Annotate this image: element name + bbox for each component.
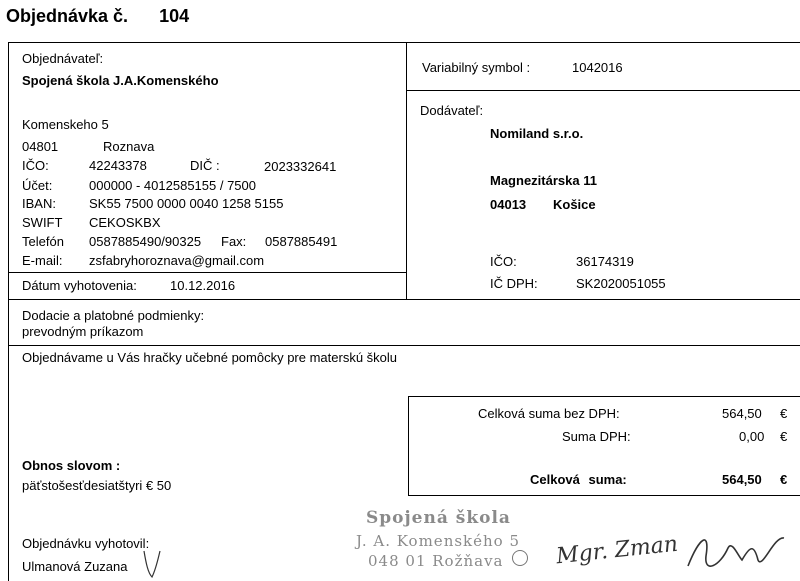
- stamp-circle-mark: [512, 550, 528, 566]
- supplier-ico: 36174319: [576, 254, 634, 269]
- totals-box-top: [408, 396, 800, 397]
- terms-bottom: [8, 345, 800, 346]
- stamp-line-1: Spojená škola: [366, 508, 511, 528]
- grand-total-label: Celková suma:: [530, 472, 627, 487]
- date-box-bottom: [8, 299, 406, 300]
- buyer-account: 000000 - 4012585155 / 7500: [89, 178, 256, 193]
- buyer-email: zsfabryhoroznava@gmail.com: [89, 253, 265, 268]
- order-text: Objednávame u Vás hračky učebné pomôcky pre materskú školu: [22, 350, 398, 365]
- date-box-top: [8, 272, 406, 273]
- buyer-dic-label: DIČ :: [190, 158, 220, 173]
- buyer-swift-label: SWIFT: [22, 215, 63, 230]
- buyer-city: Roznava: [103, 139, 155, 154]
- issue-date-label: Dátum vyhotovenia:: [22, 278, 137, 293]
- issue-date-value: 10.12.2016: [170, 278, 236, 293]
- supplier-zip: 04013: [490, 197, 527, 212]
- variable-symbol-value: 1042016: [572, 60, 623, 75]
- supplier-heading: Dodávateľ:: [420, 103, 484, 118]
- supplier-box-bottom: [406, 299, 800, 300]
- supplier-name: Nomiland s.r.o.: [490, 126, 584, 141]
- title-label: Objednávka č.: [6, 6, 129, 26]
- vat-value: 0,00: [739, 429, 765, 444]
- buyer-swift: CEKOSKBX: [89, 215, 161, 230]
- buyer-street: Komenskeho 5: [22, 117, 109, 132]
- stamp-line-3: 048 01 Rožňava: [368, 552, 504, 570]
- amount-words-label: Obnos slovom :: [22, 458, 121, 473]
- buyer-phone-label: Telefón: [22, 234, 64, 249]
- vs-box-left: [406, 42, 407, 300]
- buyer-dic: 2023332641: [264, 159, 337, 174]
- supplier-icdph-label: IČ DPH:: [490, 276, 538, 291]
- buyer-phone: 0587885490/90325: [89, 234, 202, 249]
- order-number: 104: [159, 6, 190, 26]
- terms-label: Dodacie a platobné podmienky:: [22, 308, 205, 323]
- net-total-label: Celková suma bez DPH:: [478, 406, 620, 421]
- document-title: [6, 6, 189, 27]
- terms-value: prevodným príkazom: [22, 324, 144, 339]
- buyer-heading: Objednávateľ:: [22, 51, 104, 66]
- supplier-street: Magnezitárska 11: [490, 173, 597, 188]
- buyer-iban: SK55 7500 0000 0040 1258 5155: [89, 196, 284, 211]
- prepared-by-label: Objednávku vyhotovil:: [22, 536, 150, 551]
- signature-text: Mgr. Zman: [555, 531, 680, 570]
- net-total-value: 564,50: [722, 406, 762, 421]
- vat-currency: €: [780, 429, 788, 444]
- buyer-account-label: Účet:: [22, 178, 53, 193]
- net-total-currency: €: [780, 406, 788, 421]
- vs-box-bottom: [406, 90, 800, 91]
- totals-box-bottom: [408, 495, 800, 496]
- buyer-zip: 04801: [22, 139, 59, 154]
- buyer-email-label: E-mail:: [22, 253, 63, 268]
- amount-words-value: päťstošesťdesiatštyri € 50: [22, 478, 172, 493]
- prepared-by-name: Ulmanová Zuzana: [22, 559, 128, 574]
- grand-total-value: 564,50: [722, 472, 762, 487]
- buyer-ico-label: IČO:: [22, 158, 49, 173]
- buyer-fax-label: Fax:: [221, 234, 247, 249]
- buyer-name: Spojená škola J.A.Komenského: [22, 73, 219, 88]
- buyer-iban-label: IBAN:: [22, 196, 56, 211]
- grand-total-currency: €: [780, 472, 788, 487]
- initials-signature: [140, 545, 168, 581]
- buyer-fax: 0587885491: [265, 234, 338, 249]
- variable-symbol-label: Variabilný symbol :: [422, 60, 531, 75]
- supplier-city: Košice: [553, 197, 596, 212]
- totals-box-left: [408, 396, 409, 496]
- supplier-icdph: SK2020051055: [576, 276, 666, 291]
- supplier-ico-label: IČO:: [490, 254, 517, 269]
- stamp-line-2: J. A. Komenského 5: [356, 532, 521, 550]
- vat-label: Suma DPH:: [562, 429, 631, 444]
- buyer-ico: 42243378: [89, 158, 147, 173]
- frame-top: [8, 42, 800, 43]
- signature-scribble: [680, 526, 790, 581]
- frame-left: [8, 42, 9, 581]
